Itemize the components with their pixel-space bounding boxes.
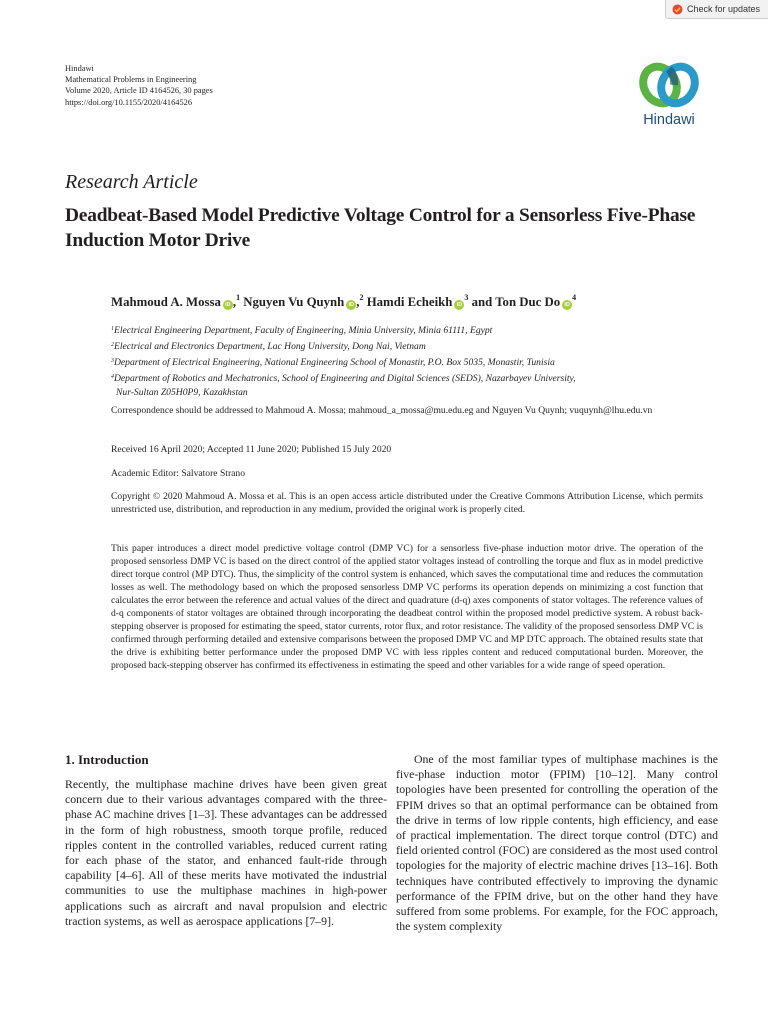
author-list [111, 293, 576, 310]
journal-info [65, 63, 213, 108]
affiliation-4: $^4$Department of Robotics and Mechatronics, School of Engineering and Digital Sciences (SEDS), Nazarbayev University, [111, 373, 576, 384]
check-for-updates-button[interactable] [665, 0, 768, 19]
hindawi-logo-icon [638, 60, 700, 110]
journal-name: Mathematical Problems in Engineering [65, 75, 197, 85]
correspondence: Correspondence should be addressed to Mahmoud A. Mossa; mahmoud_a_mossa@mu.edu.eg and Nguyen Vu Quynh; vuquynh@lhu.edu.vn [111, 405, 653, 416]
author-separator: and [468, 295, 496, 309]
academic-editor: Academic Editor: Salvatore Strano [111, 468, 246, 479]
crossmark-icon [672, 4, 683, 15]
author-name: Nguyen Vu Quynh [243, 295, 345, 309]
abstract: This paper introduces a direct model predictive voltage control (DMP VC) for a sensorless five-phase induction motor drive. The operation of the proposed sensorless DMP VC is based on the direct control of the applied stator voltages instead of controlling the torque and flux as in model predictive direct torque control (MP DTC). Thus, the simplicity of the control system is enhanced, which saves the computational time and reduces the commutation losses as well. The methodology based on which the proposed sensorless DMP VC performs its operation depends on minimizing a cost function that calculates the error between the reference and actual values of the direct and quadrature (d-q) axes components of stator voltages. The reference values of d-q components of stator voltages are obtained through incorporating the deadbeat control within the proposed model predictive system. A robust back-stepping observer is proposed for estimating the speed, stator currents, rotor flux, and rotor resistance. The validity of the proposed sensorless DMP VC is confirmed through performing detailed and extensive comparisons between the proposed DMP VC and MP DTC approach. The obtained results state that the drive is exhibiting better performance under the proposed DMP VC with less ripples content and reduced computational burden. Moreover, the proposed back-stepping observer has confirmed its effectiveness in estimating the speed and other variables for a wide range of speed operation. [111, 543, 703, 671]
author-name: Mahmoud A. Mossa [111, 295, 221, 309]
intro-paragraph-2: One of the most familiar types of multiphase machines is the five-phase induction motor (FPIM) [10–12]. Many control topologies have been presented for controlling the operation of the FPIM drives so that an optimal performance can be obtained from the drive in terms of low ripple contents, high efficiency, and ease of practical implementation. The direct torque control (DTC) and field oriented control (FOC) are considered as the most used control topologies for the majority of electric machine drives [13–16]. Both techniques have contributed effectively to improving the dynamic performance of the FPIM drive, but on the other hand they have suffered from some problems. For example, for the FOC approach, the system complexity [396, 752, 718, 934]
article-title: Deadbeat-Based Model Predictive Voltage Control for a Sensorless Five-Phase Induction Motor Drive [65, 205, 696, 251]
author-affiliation-number: 4 [572, 293, 577, 302]
journal-volume: Volume 2020, Article ID 4164526, 30 pages [65, 86, 213, 96]
author-name: Hamdi Echeikh [366, 295, 453, 309]
body-column-right [396, 752, 718, 934]
intro-paragraph-1: Recently, the multiphase machine drives have been given great concern due to their various advantages compared with the three-phase AC machine drives [1–3]. These advantages can be addressed in the form of high robustness, smooth torque profile, reduced ripples content in the controlled variables, reduced current rating for each phase of the stator, and enhanced fault-ride through capability [4–6]. All of these merits have motivated the industrial communities to use the multiphase machines in high-power applications such as aircraft and naval propulsion and electric traction systems, as well as aerospace applications [7–9]. [65, 777, 387, 928]
hindawi-logo [631, 60, 707, 132]
article-type: Research Article [65, 171, 198, 193]
author-separator: , [232, 295, 237, 309]
publication-dates: Received 16 April 2020; Accepted 11 June 2020; Published 15 July 2020 [111, 444, 392, 455]
section-heading-introduction: 1. Introduction [65, 752, 149, 767]
affiliation-3: $^3$Department of Electrical Engineering, National Engineering School of Monastir, P.O. Box 5035, Monastir, Tunisia [111, 357, 555, 368]
orcid-icon[interactable]: iD [454, 300, 464, 310]
check-for-updates-label: Check for updates [687, 4, 761, 14]
publisher-name: Hindawi [65, 64, 94, 73]
author-separator: , [356, 295, 360, 309]
author-affiliation-number: 1 [236, 293, 241, 302]
affiliation-1: $^1$Electrical Engineering Department, Faculty of Engineering, Minia University, Minia 61111, Egypt [111, 325, 493, 336]
orcid-icon[interactable]: iD [562, 300, 572, 310]
author-name: Ton Duc Do [495, 295, 561, 309]
affiliation-4-continued: Nur-Sultan Z05H0P9, Kazakhstan [116, 387, 248, 398]
orcid-icon[interactable]: iD [223, 300, 233, 310]
doi-link[interactable]: https://doi.org/10.1155/2020/4164526 [65, 97, 193, 107]
orcid-icon[interactable]: iD [346, 300, 356, 310]
hindawi-wordmark: Hindawi [643, 112, 695, 128]
author-affiliation-number: 2 [359, 293, 364, 302]
affiliation-list [111, 322, 576, 400]
copyright-notice: Copyright © 2020 Mahmoud A. Mossa et al. This is an open access article distributed under the Creative Commons Attribution License, which permits unrestricted use, distribution, and reproduction in any medium, provided the original work is properly cited. [111, 491, 703, 515]
affiliation-2: $^2$Electrical and Electronics Department, Lac Hong University, Dong Nai, Vietnam [111, 341, 426, 352]
author-affiliation-number: 3 [464, 293, 469, 302]
body-column-left [65, 752, 387, 929]
